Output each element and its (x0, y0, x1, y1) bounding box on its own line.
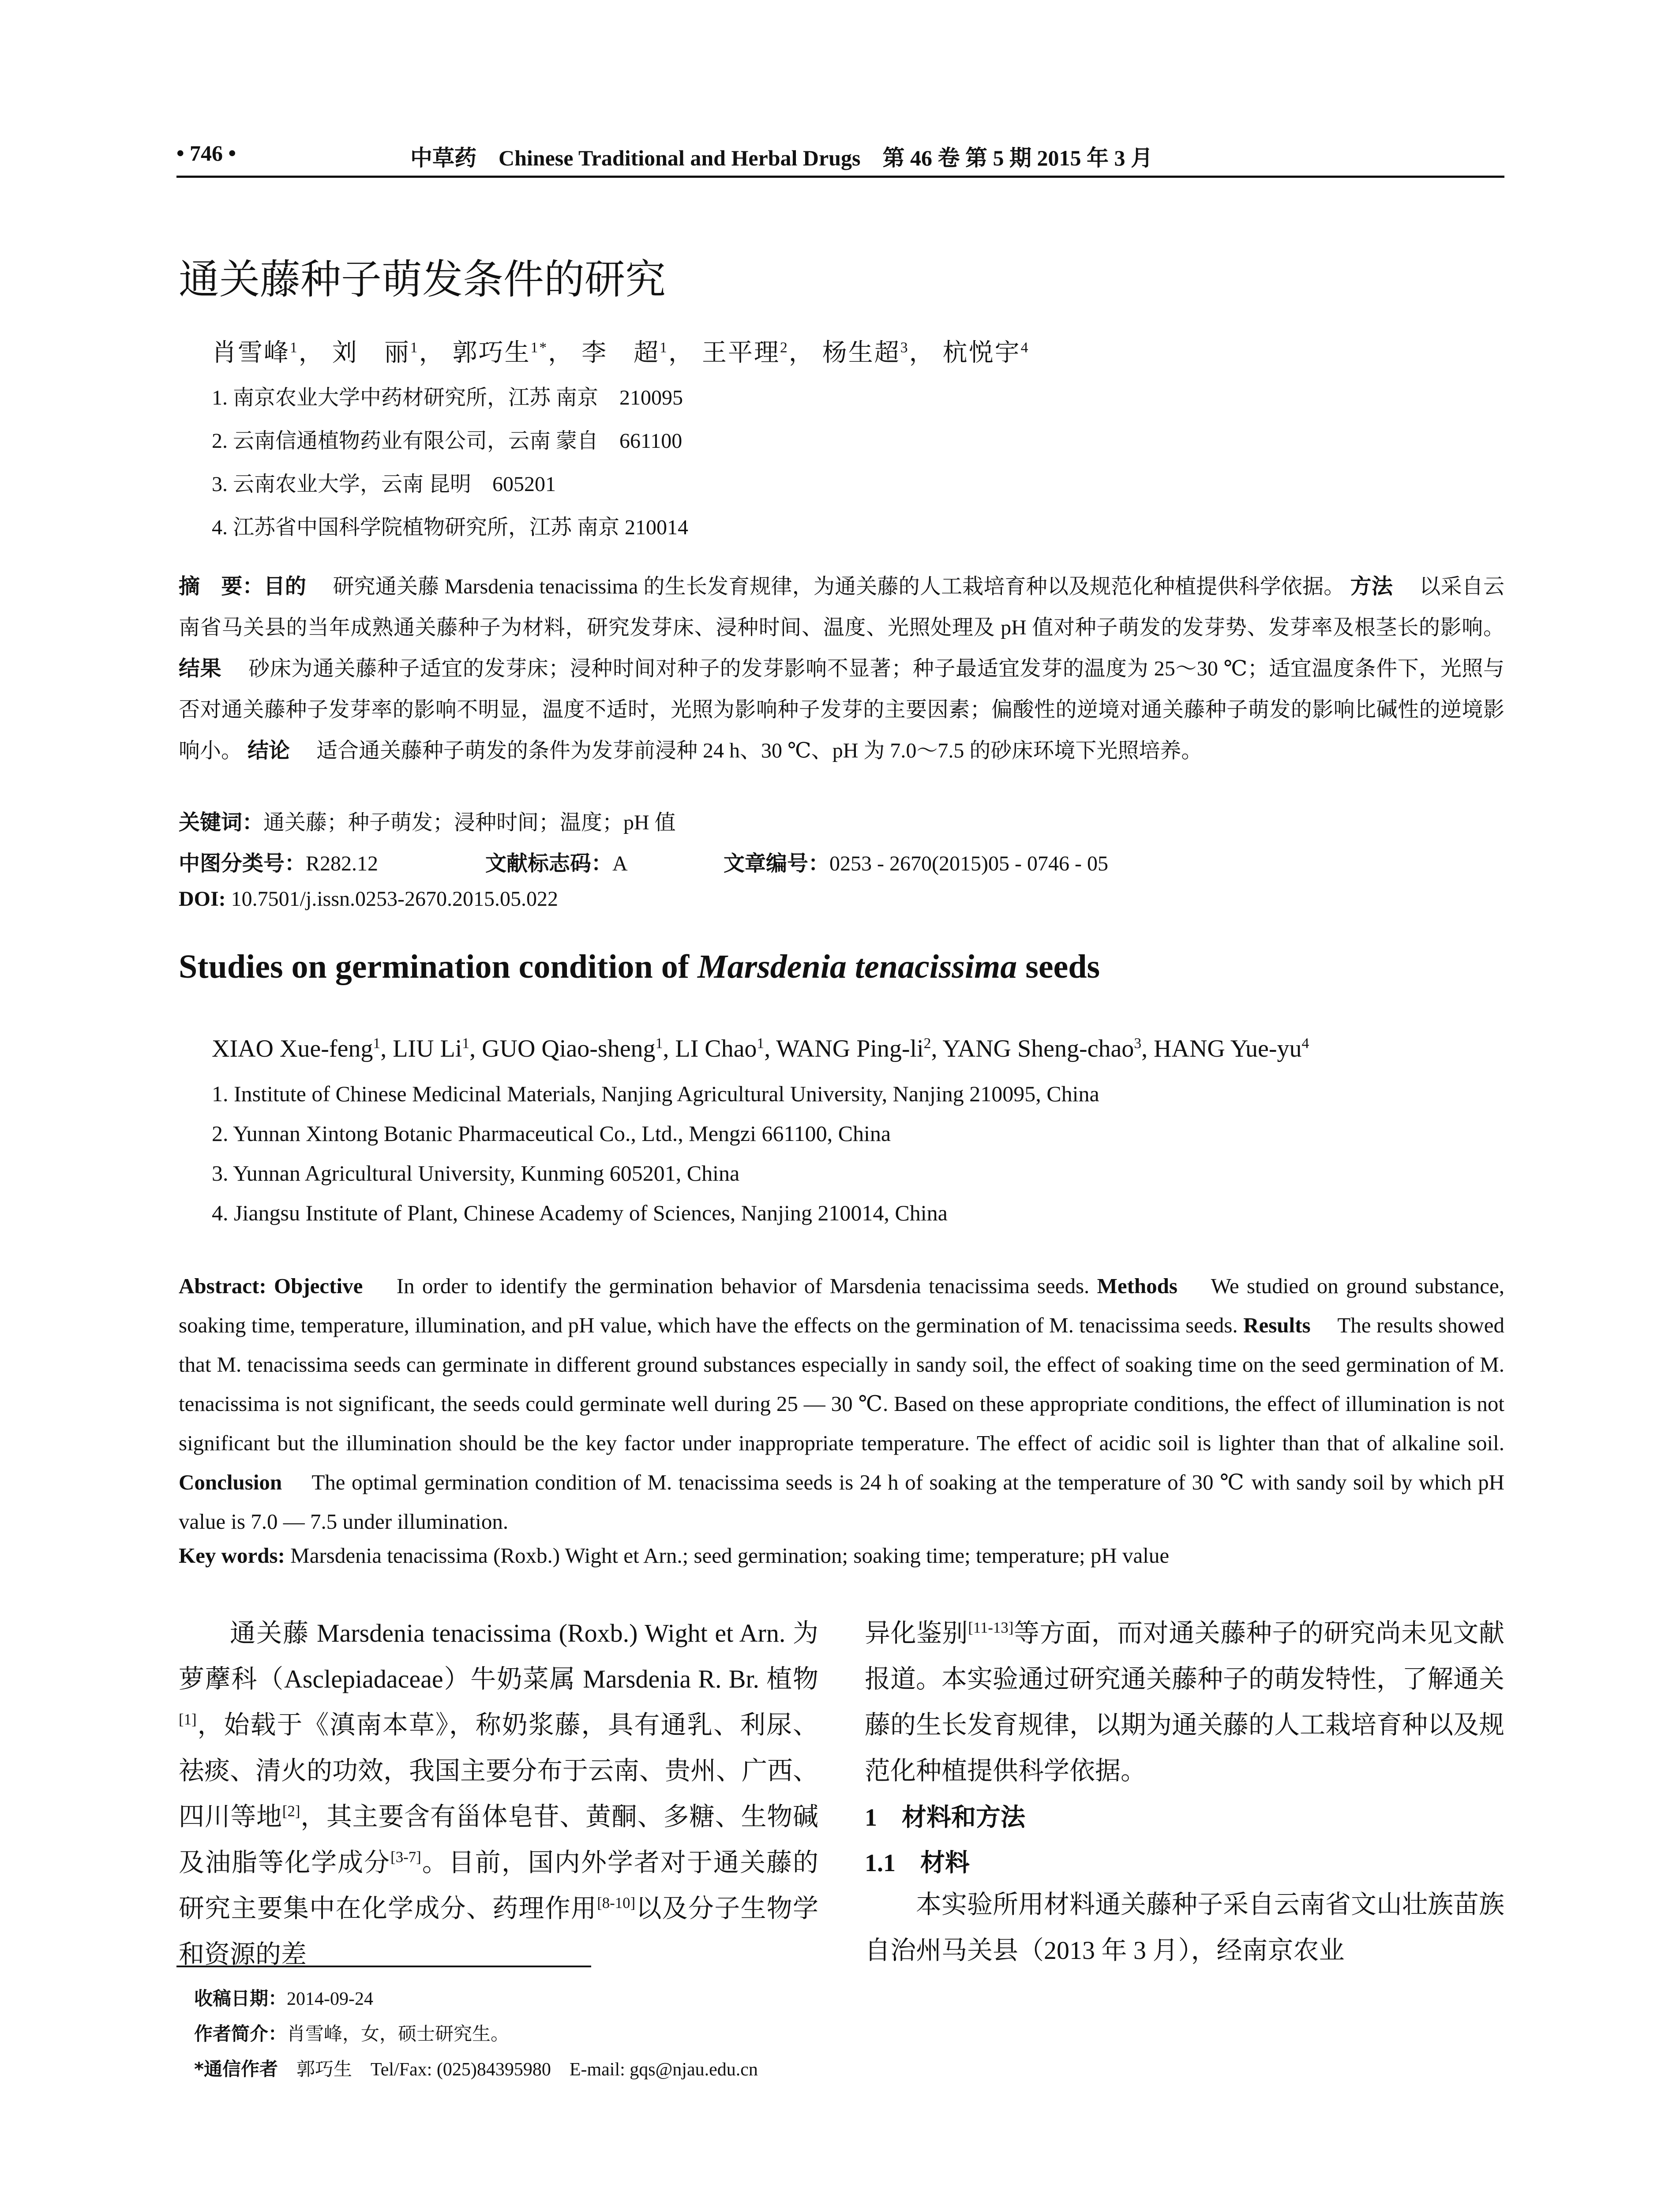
affiliation-en-1: 1. Institute of Chinese Medicinal Materials, Nanjing Agricultural University, Nanjing 210095, China (212, 1081, 1099, 1106)
author-name: WANG Ping-li (776, 1035, 924, 1062)
citation: [1] (179, 1711, 197, 1728)
results-label: 结果 (179, 656, 222, 681)
footnote-received: 收稿日期：2014-09-24 (194, 1988, 373, 2009)
classification-line: 中图分类号：R282.12 (179, 851, 379, 876)
affiliation-cn-3: 3. 云南农业大学，云南 昆明 605201 (212, 473, 556, 496)
author-name: 王平理 (701, 339, 780, 367)
author-name: YANG Sheng-chao (942, 1035, 1134, 1062)
keywords-en-label: Key words: (179, 1543, 285, 1568)
document-code: 文献标志码：A (485, 851, 628, 876)
clc-number: R282.12 (306, 852, 379, 875)
authors-chinese: 肖雪峰$^1$， 刘 丽$^1$， 郭巧生$^{1*}$， 李 超$^1$， 王平理$^2$， 杨生超$^3$， 杭悦宇$^4$ (212, 339, 1030, 367)
citation: [3-7] (390, 1848, 421, 1866)
abstract-methods: 以采自云南省马关县的当年成熟通关藤种子为材料，研究发芽床、浸种时间、温度、光照处理及 pH 值对种子萌发的发芽势、发芽率及根茎长的影响。 (179, 575, 1504, 639)
author-name: 肖雪峰 (212, 339, 290, 367)
results-label: Results (1243, 1313, 1311, 1337)
abstract-en-results: The results showed that M. tenacissima seeds can germinate in different ground substances especially in sandy soil, the effect of soaking time on the seed germination of M. tenacissima is not significant, the seeds could germinate well during 25 — 30 ℃. Based on these appropriate conditions, the effect of illumination is not significant but the illumination should be the key factor under inappropriate temperature. The effect of acidic soil is lighter than that of alkaline soil. (179, 1313, 1504, 1455)
keywords-chinese (179, 805, 676, 836)
section-heading-1: 1 材料和方法 (865, 1804, 1025, 1831)
doi (179, 887, 558, 911)
footnote-rule (176, 1966, 591, 1967)
author-name: LIU Li (393, 1035, 462, 1062)
author-name: 李 超 (581, 339, 660, 367)
citation: [11-13] (968, 1619, 1014, 1636)
header-rule (176, 176, 1504, 178)
affiliation-cn-4: 4. 江苏省中国科学院植物研究所，江苏 南京 210014 (212, 516, 689, 539)
section-heading-1-1: 1.1 材料 (865, 1850, 970, 1877)
keywords-en-text: Marsdenia tenacissima (Roxb.) Wight et Arn.; seed germination; soaking time; temperature; pH value (290, 1543, 1170, 1568)
keywords-label: 关键词： (179, 810, 264, 835)
page-number: • 746 • (176, 141, 236, 165)
body-paragraph-materials: 本实验所用材料通关藤种子采自云南省文山壮族苗族自治州马关县（2013 年 3 月），经南京农业 (865, 1890, 1505, 1965)
conclusion-label: 结论 (248, 738, 290, 763)
conclusion-label: Conclusion (179, 1470, 282, 1494)
abstract-en-conclusion: The optimal germination condition of M. tenacissima seeds is 24 h of soaking at the temperature of 30 ℃ with sandy soil by which pH value is 7.0 — 7.5 under illumination. (179, 1470, 1504, 1534)
affiliation-en-3: 3. Yunnan Agricultural University, Kunming 605201, China (212, 1161, 740, 1186)
abstract-results: 砂床为通关藤种子适宜的发芽床；浸种时间对种子的发芽影响不显著；种子最适宜发芽的温度为 25～30 ℃；适宜温度条件下，光照与否对通关藤种子发芽率的影响不明显，温度不适时，光照为影响种子发芽的主要因素；偏酸性的逆境对通关藤种子萌发的影响比碱性的逆境影响小。 (179, 657, 1504, 762)
doi-value: 10.7501/j.issn.0253-2670.2015.05.022 (231, 887, 559, 911)
article-number: 文章编号：0253 - 2670(2015)05 - 0746 - 05 (724, 851, 1108, 876)
affiliation-en-2: 2. Yunnan Xintong Botanic Pharmaceutical Co., Ltd., Mengzi 661100, China (212, 1121, 891, 1146)
affiliation-cn-2: 2. 云南信通植物药业有限公司，云南 蒙自 661100 (212, 429, 682, 453)
authors-english: XIAO Xue-feng$^1$, LIU Li$^1$, GUO Qiao-sheng$^1$, LI Chao$^1$, WANG Ping-$li^2$, YANG Sheng-chao$^3$, HANG Yue-$yu^4$ (212, 1035, 1309, 1062)
author-name: 杨生超 (822, 339, 900, 367)
keywords-english (179, 1543, 1169, 1568)
author-name: 郭巧生 (452, 339, 531, 367)
citation: [2] (282, 1802, 300, 1820)
methods-label: 方法 (1350, 574, 1393, 599)
author-name: XIAO Xue-feng (212, 1035, 373, 1062)
body-column-left: 通关藤 Marsdenia tenacissima (Roxb.) Wight et Arn. 为萝藦科（Asclepiadaceae）牛奶菜属 Marsdenia R. Br. 植物[1]，始载于《滇南本草》，称奶浆藤，具有通乳、利尿、祛痰、清火的功效，我国主要分布于云南、贵州、广西、四川等地[2]，其主要含有甾体皂苷、黄酮、多糖、生物碱及油脂等化学成分[3-7]。目前，国内外学者对于通关藤的研究主要集中在化学成分、药理作用[8-10]以及分子生物学和资源的差 (179, 1619, 819, 1969)
abstract-label: 摘 要： (179, 574, 264, 599)
body-column-right: 异化鉴别[11-13]等方面，而对通关藤种子的研究尚未见文献报道。本实验通过研究通关藤种子的萌发特性，了解通关藤的生长发育规律，以期为通关藤的人工栽培育种以及规范化种植提供科学依据。 (865, 1619, 1505, 1785)
abstract-english (179, 1266, 1504, 1541)
keywords-text: 通关藤；种子萌发；浸种时间；温度；pH 值 (263, 811, 676, 834)
footnote-corresponding: *通信作者 郭巧生 Tel/Fax: (025)84395980 E-mail: gqs@njau.edu.cn (194, 2058, 758, 2080)
abstract-objective-label: Abstract: Objective (179, 1274, 363, 1298)
author-name: 刘 丽 (332, 339, 410, 367)
author-name: LI Chao (675, 1035, 757, 1062)
doi-label: DOI: (179, 887, 226, 911)
abstract-chinese (179, 566, 1504, 771)
running-header (176, 140, 1504, 171)
affiliation-cn-1: 1. 南京农业大学中药材研究所，江苏 南京 210095 (212, 386, 683, 409)
methods-label: Methods (1097, 1274, 1178, 1298)
title-chinese: 通关藤种子萌发条件的研究 (179, 256, 666, 303)
author-name: 杭悦宇 (942, 339, 1021, 367)
abstract-en-objective: In order to identify the germination behavior of Marsdenia tenacissima seeds. (396, 1274, 1090, 1298)
title-english: Studies on germination condition of Marsdenia tenacissima seeds (179, 948, 1100, 985)
abstract-objective: 研究通关藤 Marsdenia tenacissima 的生长发育规律，为通关藤的人工栽培育种以及规范化种植提供科学依据。 (333, 575, 1345, 598)
citation: [8-10] (597, 1894, 636, 1912)
footnote-author: 作者简介：肖雪峰，女，硕士研究生。 (194, 2023, 510, 2045)
objective-label: 目的 (263, 574, 307, 599)
author-name: HANG Yue-yu (1154, 1035, 1302, 1062)
journal-info: 中草药 Chinese Traditional and Herbal Drugs 第 46 卷 第 5 期 2015 年 3 月 (410, 146, 1153, 170)
affiliation-en-4: 4. Jiangsu Institute of Plant, Chinese Academy of Sciences, Nanjing 210014, China (212, 1201, 948, 1225)
author-name: GUO Qiao-sheng (482, 1035, 656, 1062)
abstract-en-methods: We studied on ground substance, soaking time, temperature, illumination, and pH value, which have the effects on the germination of M. tenacissima seeds. (179, 1274, 1504, 1337)
abstract-conclusion: 适合通关藤种子萌发的条件为发芽前浸种 24 h、30 ℃、pH 为 7.0～7.5 的砂床环境下光照培养。 (316, 739, 1203, 762)
